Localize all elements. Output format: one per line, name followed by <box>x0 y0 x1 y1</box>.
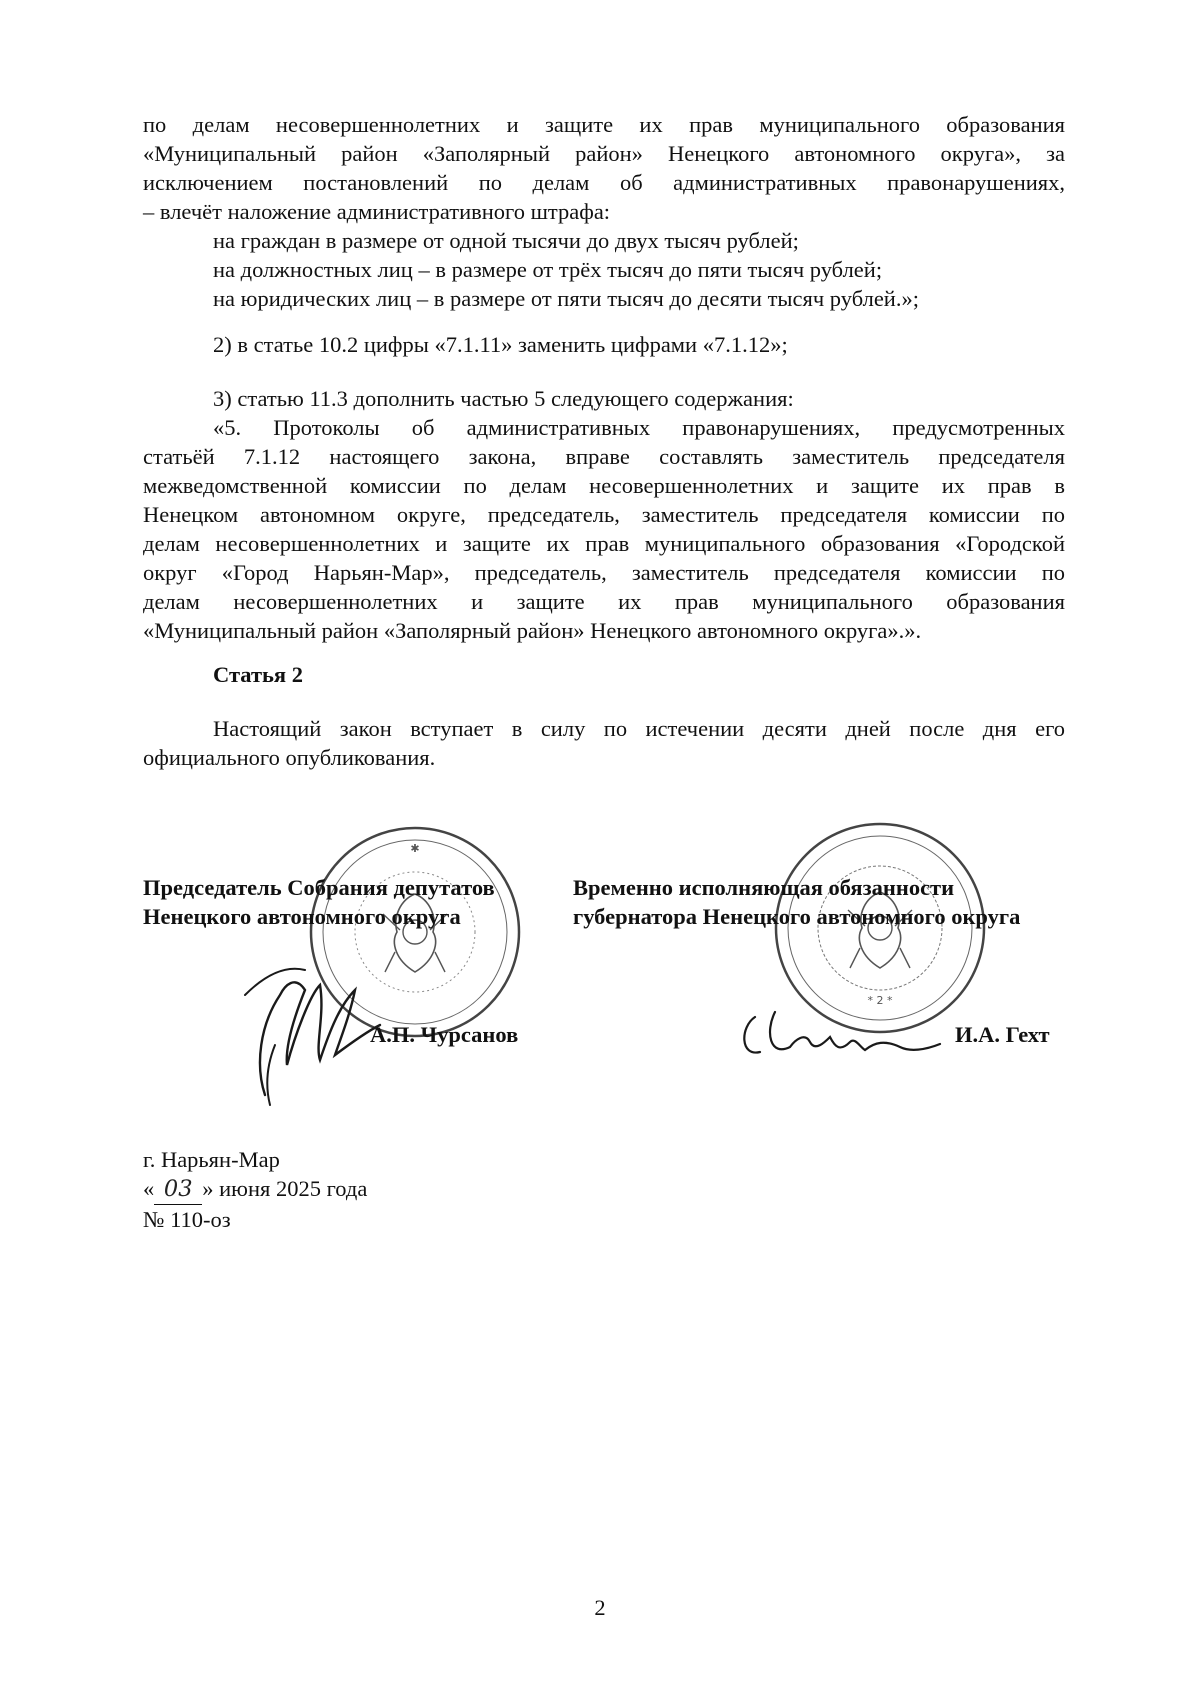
fine-line: на должностных лиц – в размере от трёх тысяч до пяти тысяч рублей; <box>213 257 883 282</box>
city-line: г. Нарьян-Мар <box>143 1147 280 1172</box>
signatory-title-line: Временно исполняющая обязанности <box>573 875 955 900</box>
text-line: – влечёт наложение административного штрафа: <box>143 199 611 224</box>
text-line: исключением постановлений по делам об административных правонарушениях, <box>143 170 1065 195</box>
fine-line: на граждан в размере от одной тысячи до двух тысяч рублей; <box>213 228 799 253</box>
text-line: межведомственной комиссии по делам несовершеннолетних и защите их прав в <box>143 473 1065 498</box>
date-rest: » июня 2025 года <box>202 1176 368 1201</box>
fine-line: на юридических лиц – в размере от пяти тысяч до десяти тысяч рублей.»; <box>213 286 919 311</box>
svg-text:✱: ✱ <box>410 842 420 855</box>
text-line: «5. Протоколы об административных правонарушениях, предусмотренных <box>213 415 1065 440</box>
text-line: официального опубликования. <box>143 745 436 770</box>
page-number: 2 <box>594 1595 606 1620</box>
article-2 <box>143 660 1065 689</box>
date-line <box>143 1174 367 1205</box>
date-day-handwritten: 03 <box>154 1175 202 1205</box>
left-signatory-name: А.П. Чурсанов <box>370 1022 519 1047</box>
text-line: делам несовершеннолетних и защите их прав муниципального образования «Городской <box>143 531 1065 556</box>
text-line: Настоящий закон вступает в силу по истечении десяти дней после дня его <box>213 716 1065 741</box>
signatory-title-line: Председатель Собрания депутатов <box>143 875 495 900</box>
text-line: делам несовершеннолетних и защите их прав муниципального образования <box>143 589 1065 614</box>
text-line: «Муниципальный район «Заполярный район» Ненецкого автономного округа», за <box>143 141 1065 166</box>
svg-text:* 2 *: * 2 * <box>867 994 893 1007</box>
right-signatory-title <box>573 873 1020 931</box>
text-line: 3) статью 11.3 дополнить частью 5 следующего содержания: <box>213 386 794 411</box>
law-number: № 110-оз <box>143 1207 231 1232</box>
left-signatory-title <box>143 873 495 931</box>
text-line: Ненецком автономном округе, председатель, заместитель председателя комиссии по <box>143 502 1065 527</box>
item-2 <box>143 330 1065 359</box>
right-handwritten-signature <box>735 1002 945 1072</box>
signatory-title-line: губернатора Ненецкого автономного округа <box>573 904 1021 929</box>
article-2-text <box>143 714 1065 772</box>
paragraph-1 <box>143 110 1065 313</box>
article-heading: Статья 2 <box>213 662 303 687</box>
text-line: 2) в статье 10.2 цифры «7.1.11» заменить цифрами «7.1.12»; <box>213 332 788 357</box>
text-line: округ «Город Нарьян-Мар», председатель, заместитель председателя комиссии по <box>143 560 1065 585</box>
text-line: «Муниципальный район «Заполярный район» Ненецкого автономного округа».». <box>143 618 922 643</box>
right-signatory-name: И.А. Гехт <box>955 1022 1050 1047</box>
signatory-title-line: Ненецкого автономного округа <box>143 904 461 929</box>
text-line: статьёй 7.1.12 настоящего закона, вправе составлять заместитель председателя <box>143 444 1065 469</box>
text-line: по делам несовершеннолетних и защите их прав муниципального образования <box>143 112 1065 137</box>
document-footer <box>143 1145 367 1234</box>
left-handwritten-signature <box>225 935 385 1115</box>
item-3 <box>143 384 1065 645</box>
date-open-quote: « <box>143 1176 155 1201</box>
